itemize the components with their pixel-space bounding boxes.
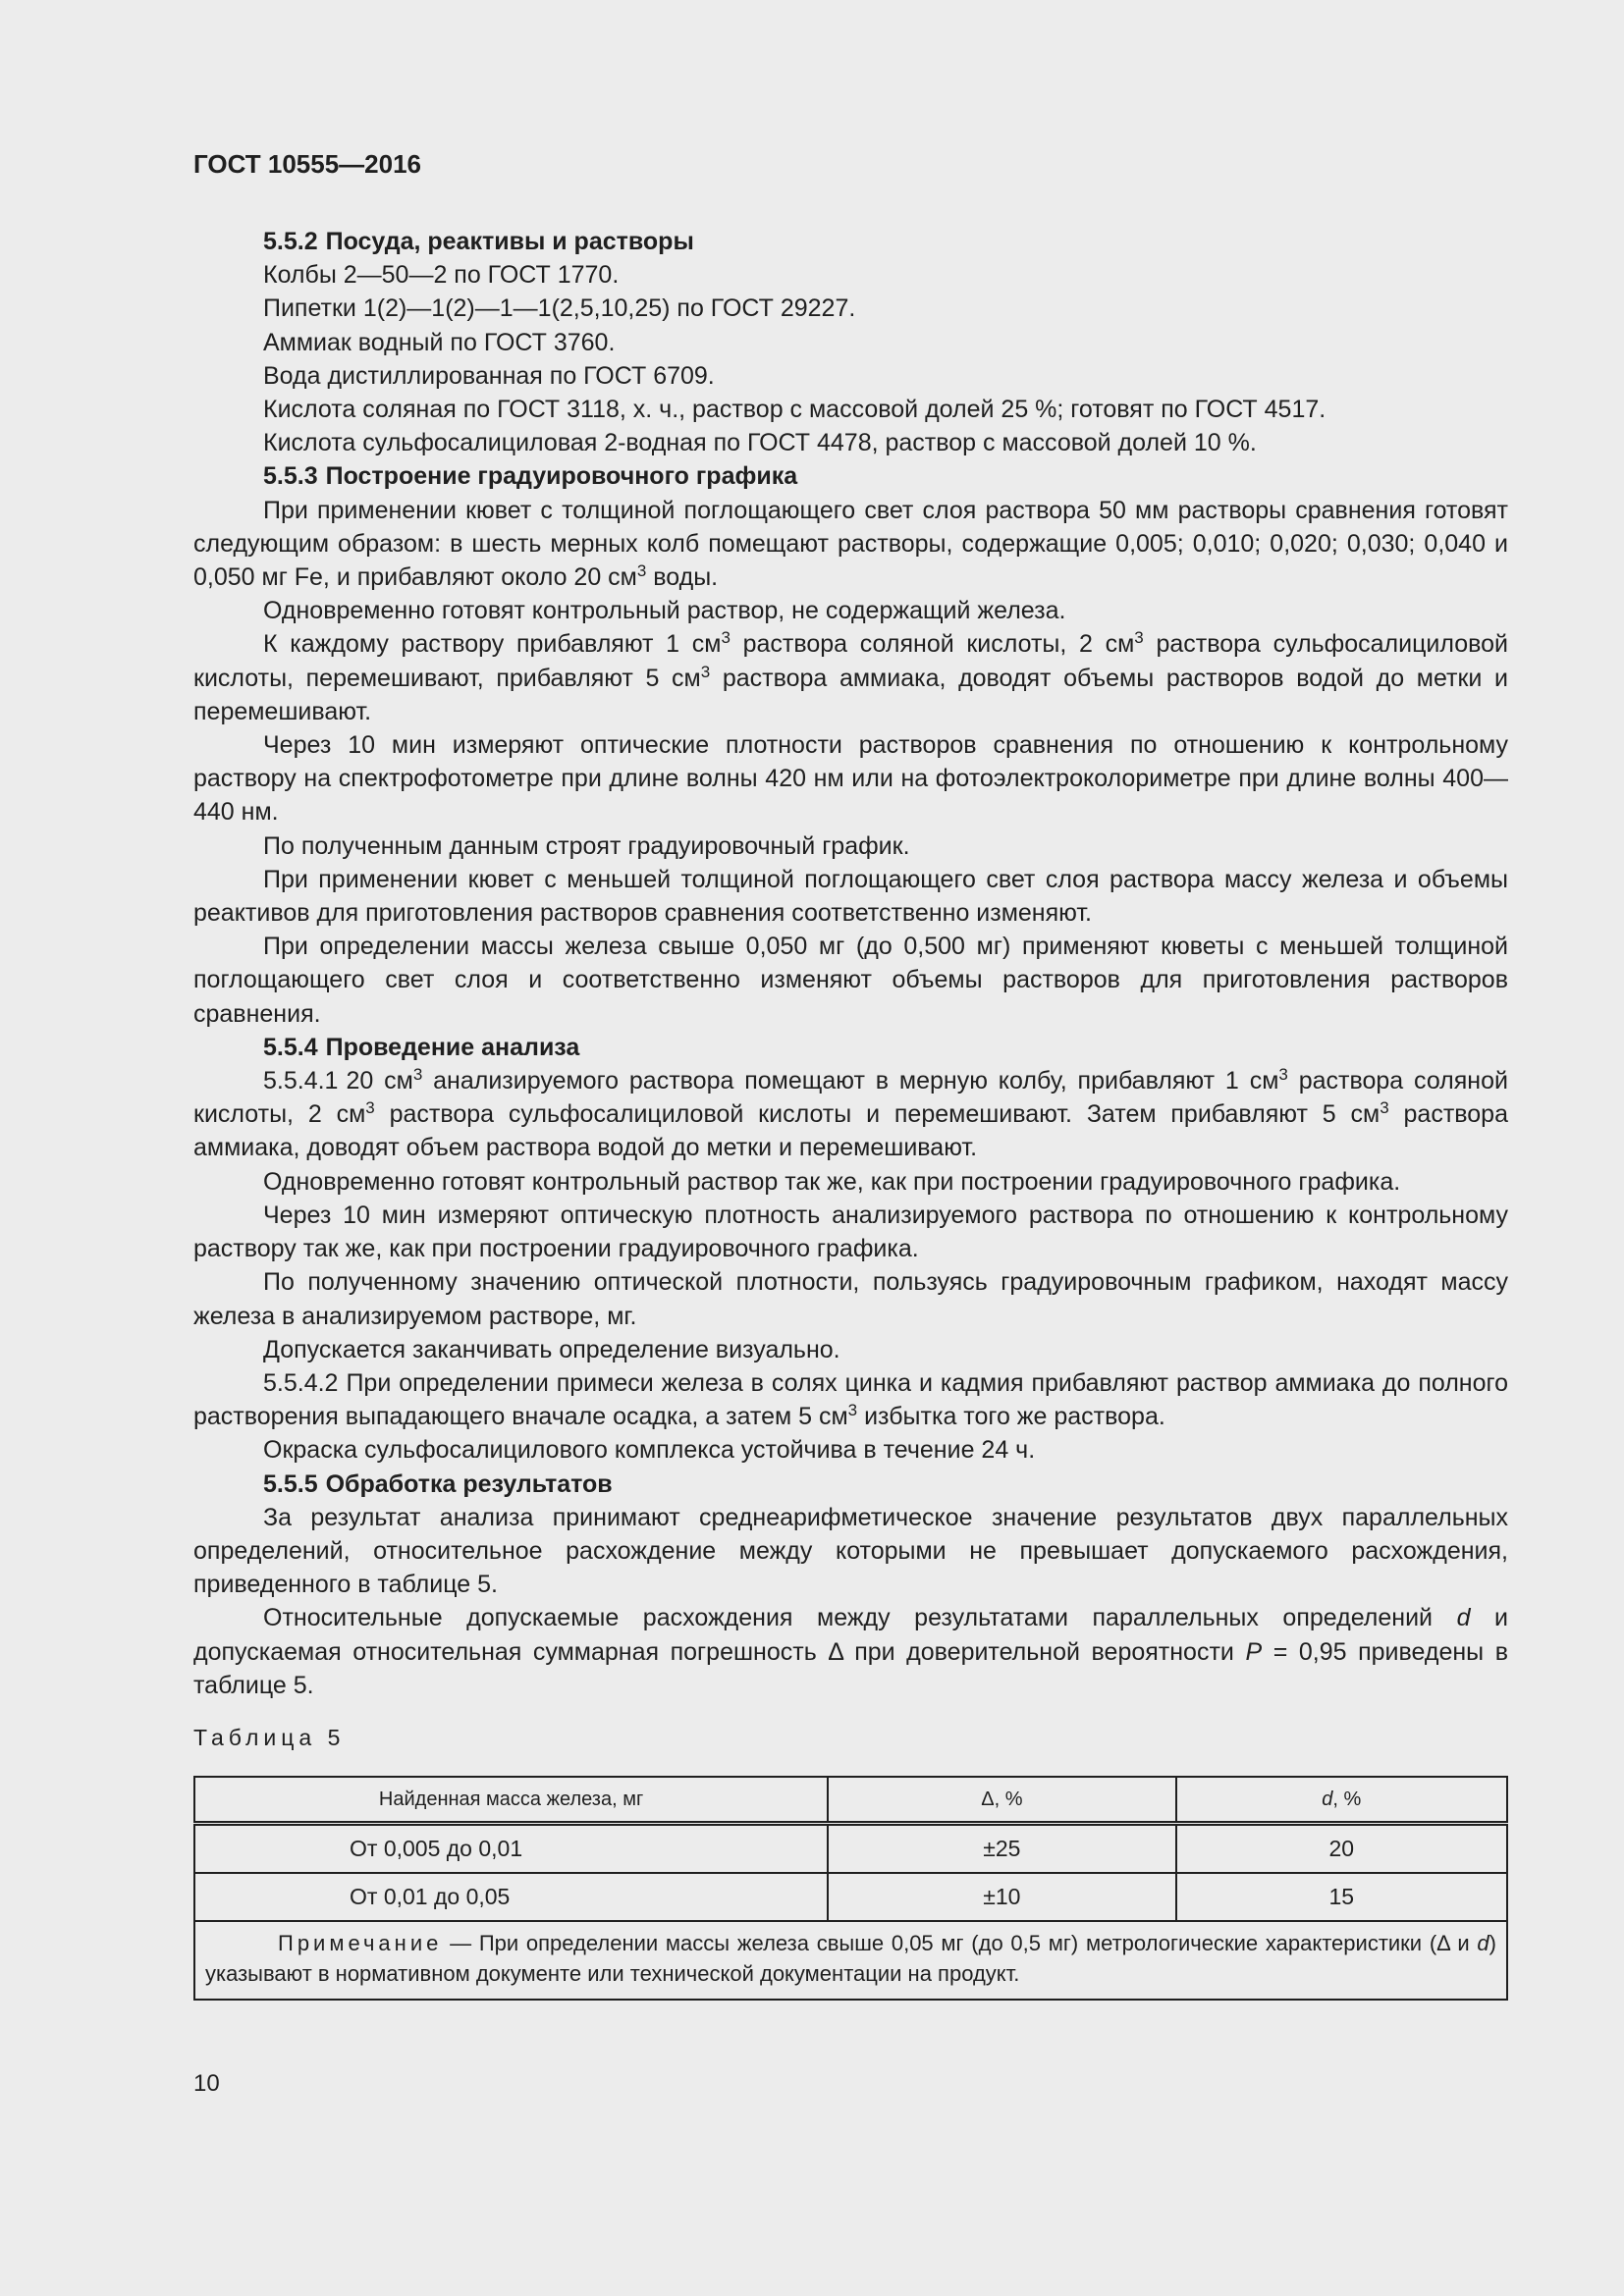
paragraph: 5.5.4.1 20 $см^3$ анализируемого раствора помещают в мерную колбу, прибавляют 1 $см^3$ раствора соляной кислоты, 2 $см^3$ раствора сульфосалициловой кислоты и перемешивают. Затем прибавляют 5 $см^3$ раствора аммиака, доводят объем раствора водой до метки и перемешивают. bbox=[193, 1065, 1508, 1162]
reagent-line: Колбы 2—50—2 по ГОСТ 1770. bbox=[263, 261, 620, 290]
cell-delta: ±25 bbox=[828, 1824, 1175, 1874]
paragraph: К каждому раствору прибавляют 1 $см^3$ раствора соляной кислоты, 2 $см^3$ раствора сульфосалициловой кислоты, перемешивают, прибавляют 5 $см^3$ раствора аммиака, доводят объемы растворов водой до метки и перемешивают. bbox=[193, 628, 1509, 725]
reagent-line: Вода дистиллированная по ГОСТ 6709. bbox=[263, 361, 715, 390]
table-note: Примечание — При определении массы железа свыше 0,05 мг (до 0,5 мг) метрологические характеристики (Δ и d) указывают в нормативном документе или технической документации на продукт. bbox=[194, 1921, 1507, 2000]
reagent-line: Кислота сульфосалициловая 2-водная по ГОСТ 4478, раствор с массовой долей 10 %. bbox=[263, 429, 1257, 457]
paragraph: Одновременно готовят контрольный раствор, не содержащий железа. bbox=[263, 597, 1066, 625]
section-heading-5-5-5: 5.5.5 Обработка результатов bbox=[263, 1469, 613, 1498]
table-5 bbox=[193, 1776, 1508, 2001]
header-delta: Δ, % bbox=[828, 1777, 1175, 1824]
reagent-line: Кислота соляная по ГОСТ 3118, х. ч., раствор с массовой долей 25 %; готовят по ГОСТ 4517. bbox=[263, 396, 1326, 424]
page-number: 10 bbox=[193, 2070, 220, 2097]
paragraph: По полученным данным строят градуировочный график. bbox=[263, 831, 910, 860]
document-body bbox=[193, 225, 1508, 1702]
header-mass: Найденная масса железа, мг bbox=[194, 1777, 828, 1824]
table-note-row bbox=[194, 1921, 1507, 2000]
cell-d: 20 bbox=[1176, 1824, 1507, 1874]
paragraph: Допускается заканчивать определение визуально. bbox=[263, 1335, 840, 1363]
paragraph: Через 10 мин измеряют оптическую плотность анализируемого раствора по отношению к контрольному раствору так же, как при построении градуировочного графика. bbox=[193, 1201, 1508, 1263]
table-row bbox=[194, 1873, 1507, 1921]
table-header-row bbox=[194, 1777, 1507, 1824]
cell-mass: От 0,005 до 0,01 bbox=[194, 1824, 828, 1874]
table-row bbox=[194, 1824, 1507, 1874]
header-d: d, % bbox=[1176, 1777, 1507, 1824]
reagent-line: Пипетки 1(2)—1(2)—1—1(2,5,10,25) по ГОСТ 29227. bbox=[263, 294, 856, 323]
section-heading-5-5-4: 5.5.4 Проведение анализа bbox=[263, 1033, 580, 1061]
paragraph: За результат анализа принимают среднеарифметическое значение результатов двух параллельных определений, относительное расхождение между которыми не превышает допускаемого расхождения, приведенного в таблице 5. bbox=[193, 1503, 1508, 1599]
reagent-line: Аммиак водный по ГОСТ 3760. bbox=[263, 328, 616, 356]
paragraph: 5.5.4.2 При определении примеси железа в солях цинка и кадмия прибавляют раствор аммиака до полного растворения выпадающего вначале осадка, а затем 5 $см^3$ избытка того же раствора. bbox=[193, 1368, 1508, 1431]
section-heading-5-5-2: 5.5.2 Посуда, реактивы и растворы bbox=[263, 228, 694, 255]
paragraph: При применении кювет с меньшей толщиной поглощающего свет слоя раствора массу железа и объемы реактивов для приготовления растворов сравнения соответственно изменяют. bbox=[193, 865, 1508, 928]
paragraph: При применении кювет с толщиной поглощающего свет слоя раствора 50 мм растворы сравнения готовят следующим образом: в шесть мерных колб помещают растворы, содержащие 0,005; 0,010; 0,020; 0,030; 0,040 и 0,050 мг Fe, и прибавляют около 20 $см^3$ воды. bbox=[193, 496, 1508, 592]
document-id: ГОСТ 10555—2016 bbox=[193, 149, 421, 179]
paragraph: При определении массы железа свыше 0,050 мг (до 0,500 мг) применяют кюветы с меньшей толщиной поглощающего свет слоя и соответственно изменяют объемы растворов для приготовления растворов сравнения. bbox=[193, 933, 1508, 1028]
paragraph: Окраска сульфосалицилового комплекса устойчива в течение 24 ч. bbox=[263, 1436, 1036, 1465]
paragraph: Одновременно готовят контрольный раствор так же, как при построении градуировочного графика. bbox=[263, 1167, 1401, 1196]
cell-mass: От 0,01 до 0,05 bbox=[194, 1873, 828, 1921]
paragraph: Через 10 мин измеряют оптические плотности растворов сравнения по отношению к контрольному раствору на спектрофотометре при длине волны 420 нм или на фотоэлектроколориметре при длине волны 400—440 нм. bbox=[193, 731, 1508, 827]
cell-d: 15 bbox=[1176, 1873, 1507, 1921]
paragraph: По полученному значению оптической плотности, пользуясь градуировочным графиком, находят массу железа в анализируемом растворе, мг. bbox=[193, 1268, 1508, 1330]
section-heading-5-5-3: 5.5.3 Построение градуировочного графика bbox=[263, 462, 798, 491]
paragraph: Относительные допускаемые расхождения между результатами параллельных определений d и допускаемая относительная суммарная погрешность Δ при доверительной вероятности P = 0,95 приведены в таблице 5. bbox=[193, 1604, 1508, 1699]
table-caption: Таблица 5 bbox=[193, 1725, 346, 1750]
cell-delta: ±10 bbox=[828, 1873, 1175, 1921]
